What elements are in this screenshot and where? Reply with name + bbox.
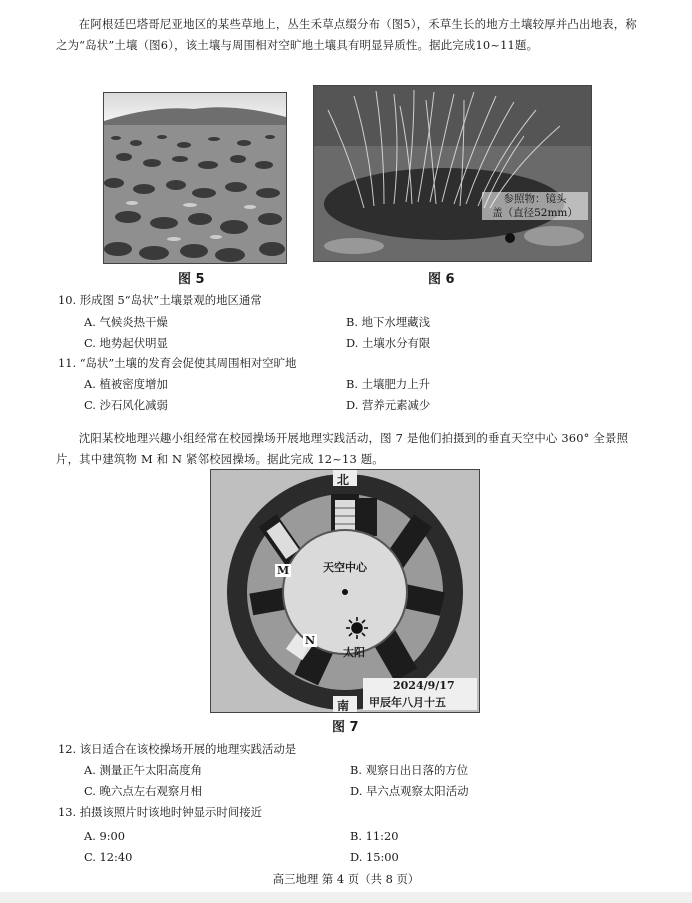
question-10-option-b: B. 地下水埋藏浅 xyxy=(346,315,430,329)
figure-7-photo xyxy=(210,469,480,713)
figure-6-photo xyxy=(313,85,592,262)
question-12-option-a: A. 测量正午太阳高度角 xyxy=(84,763,202,777)
question-13-option-c: C. 12:40 xyxy=(84,850,133,864)
south-label: 南 xyxy=(337,699,350,713)
question-13-stem: 13. 拍摄该照片时该地时钟显示时间接近 xyxy=(58,805,262,819)
sky-center-label: 天空中心 xyxy=(323,561,367,574)
question-10-stem: 10. 形成图 5“岛状”土壤景观的地区通常 xyxy=(58,293,262,307)
figure-6-ref-line1: 参照物：镜头 xyxy=(503,193,567,205)
figure-5-photo xyxy=(103,92,287,264)
question-11-option-b: B. 土壤肥力上升 xyxy=(346,377,430,391)
question-10-option-d: D. 土壤水分有限 xyxy=(346,336,431,350)
date-label: 2024/9/17 xyxy=(393,679,455,692)
question-12-option-b: B. 观察日出日落的方位 xyxy=(350,763,469,777)
question-11-stem: 11. “岛状”土壤的发育会促使其周围相对空旷地 xyxy=(58,356,297,370)
question-11-option-a: A. 植被密度增加 xyxy=(84,377,168,391)
question-12-option-c: C. 晚六点左右观察月相 xyxy=(84,784,203,798)
figure-6-caption: 图 6 xyxy=(428,272,455,287)
lunar-date-label: 甲辰年八月十五 xyxy=(369,696,446,709)
question-13-option-d: D. 15:00 xyxy=(350,850,399,864)
north-label: 北 xyxy=(337,473,350,487)
figure-7-caption: 图 7 xyxy=(332,720,359,735)
sun-label: 太阳 xyxy=(343,646,365,659)
question-13-option-a: A. 9:00 xyxy=(84,829,126,843)
passage-1: 在阿根廷巴塔哥尼亚地区的某些草地上，丛生禾草点缀分布（图5），禾草生长的地方土壤较厚并凸出地表，称之为“岛状”土壤（图6），该土壤与周围相对空旷地土壤具有明显异质性。据此完成10~11题。 xyxy=(56,17,637,52)
question-11-option-d: D. 营养元素减少 xyxy=(346,398,431,412)
passage-2: 沈阳某校地理兴趣小组经常在校园操场开展地理实践活动，图 7 是他们拍摄到的垂直天空中心 360° 全景照片，其中建筑物 M 和 N 紧邻校园操场。据此完成 12~13 题。 xyxy=(56,431,629,466)
figure-5-caption: 图 5 xyxy=(178,272,205,287)
page-footer: 高三地理 第 4 页（共 8 页） xyxy=(272,872,420,886)
question-10-option-a: A. 气候炎热干燥 xyxy=(84,315,168,329)
question-13-option-b: B. 11:20 xyxy=(350,829,399,843)
bottom-strip xyxy=(0,892,692,903)
building-m-label: M xyxy=(277,564,290,577)
question-11-option-c: C. 沙石风化减弱 xyxy=(84,398,168,412)
question-12-stem: 12. 该日适合在该校操场开展的地理实践活动是 xyxy=(58,742,297,756)
building-n-label: N xyxy=(305,634,316,647)
figure-6-ref-line2: 盖（直径52mm） xyxy=(492,207,578,219)
question-10-option-c: C. 地势起伏明显 xyxy=(84,336,168,350)
question-12-option-d: D. 早六点观察太阳活动 xyxy=(350,784,469,798)
